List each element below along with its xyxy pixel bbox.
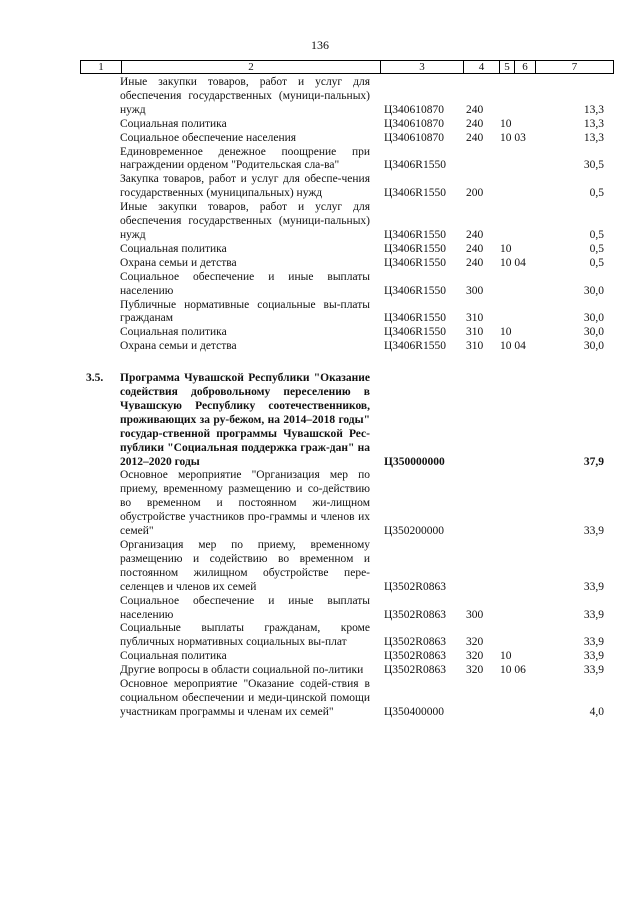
header-col-2: 2	[122, 61, 381, 74]
row-code: Ц340610870	[384, 131, 445, 144]
row-section: 10 03	[500, 131, 526, 144]
row-name: Единовременное денежное поощрение при награждении орденом "Родительская сла-ва"	[120, 145, 370, 172]
row-sum: 13,3	[583, 117, 604, 130]
table-row	[80, 340, 614, 354]
row-name: Охрана семьи и детства	[120, 340, 237, 353]
row-code: Ц350200000	[384, 525, 445, 538]
table-row	[80, 664, 614, 678]
table-row	[80, 650, 614, 664]
row-name: Программа Чувашской Республики "Оказание содействия добровольному переселению в Чувашскую Республику соотечественников, проживающих за ру-бежом, на 2014–2018 годы" государ-ственной программы Чувашской Рес-публики "Социальная поддержка граж-дан" на 2012–2020 годы	[120, 372, 370, 468]
row-sum: 33,9	[583, 650, 604, 663]
header-col-1: 1	[81, 61, 122, 74]
row-name: Социальное обеспечение и иные выплаты населению	[120, 594, 370, 621]
table-row	[80, 173, 614, 201]
row-code: Ц350000000	[384, 455, 445, 468]
table-row	[80, 243, 614, 257]
row-sum: 30,0	[583, 284, 604, 297]
row-sum: 33,9	[583, 608, 604, 621]
row-expense-type: 240	[466, 131, 484, 144]
row-expense-type: 240	[466, 256, 484, 269]
header-col-5: 5	[500, 61, 515, 74]
table-row	[80, 201, 614, 243]
row-sum: 33,9	[583, 580, 604, 593]
row-name: Социальное обеспечение и иные выплаты населению	[120, 270, 370, 297]
table-row	[80, 372, 614, 469]
row-sum: 30,0	[583, 340, 604, 353]
row-code: Ц3406R1550	[384, 326, 446, 339]
row-code: Ц3502R0863	[384, 664, 446, 677]
row-expense-type: 310	[466, 326, 484, 339]
table-row	[80, 622, 614, 650]
row-name: Иные закупки товаров, работ и услуг для обеспечения государственных (муници-пальных) нужд	[120, 76, 370, 116]
row-code: Ц340610870	[384, 103, 445, 116]
row-sum: 30,0	[583, 326, 604, 339]
row-name: Организация мер по приему, временному размещению и содействию во временном и постоянном жилищном обустройстве пере-селенцев и членов их семей	[120, 539, 370, 593]
row-sum: 33,9	[583, 636, 604, 649]
row-expense-type: 310	[466, 340, 484, 353]
row-code: Ц3406R1550	[384, 187, 446, 200]
row-sum: 30,5	[583, 159, 604, 172]
row-name: Охрана семьи и детства	[120, 256, 237, 269]
row-code: Ц340610870	[384, 117, 445, 130]
row-number: 3.5.	[86, 372, 104, 385]
row-sum: 0,5	[589, 228, 604, 241]
row-code: Ц3406R1550	[384, 159, 446, 172]
row-expense-type: 320	[466, 664, 484, 677]
row-name: Социальная политика	[120, 326, 227, 339]
row-name: Социальное обеспечение населения	[120, 131, 297, 144]
row-section: 10 04	[500, 256, 526, 269]
row-sum: 13,3	[583, 131, 604, 144]
row-name: Закупка товаров, работ и услуг для обеспе-чения государственных (муниципальных) нужд	[120, 173, 370, 200]
row-sum: 33,9	[583, 525, 604, 538]
table-header	[80, 60, 614, 74]
row-sum: 0,5	[589, 242, 604, 255]
row-expense-type: 300	[466, 608, 484, 621]
row-section: 10 06	[500, 664, 526, 677]
row-expense-type: 300	[466, 284, 484, 297]
row-section: 10	[500, 650, 512, 663]
row-expense-type: 320	[466, 636, 484, 649]
row-sum: 0,5	[589, 187, 604, 200]
header-col-7: 7	[536, 61, 614, 74]
row-expense-type: 240	[466, 242, 484, 255]
section-gap	[80, 354, 614, 372]
row-expense-type: 320	[466, 650, 484, 663]
table-row	[80, 299, 614, 327]
row-section: 10	[500, 117, 512, 130]
row-sum: 30,0	[583, 312, 604, 325]
row-code: Ц3406R1550	[384, 242, 446, 255]
row-code: Ц350400000	[384, 705, 445, 718]
row-code: Ц3502R0863	[384, 580, 446, 593]
row-expense-type: 240	[466, 117, 484, 130]
page-number: 136	[311, 38, 329, 52]
row-sum: 37,9	[583, 455, 604, 468]
row-name: Основное мероприятие "Оказание содей-ствия в социальном обеспечении и меди-цинской помощи участникам программы и членам их семей"	[120, 678, 370, 718]
row-name: Основное мероприятие "Организация мер по приему, временному размещению и со-действию во временном и постоянном жи-лищном обустройстве участников про-граммы и членов их семей"	[120, 469, 370, 538]
table-row	[80, 326, 614, 340]
row-section: 10	[500, 326, 512, 339]
table-row	[80, 257, 614, 271]
table-body	[80, 76, 614, 720]
table-row	[80, 146, 614, 174]
row-sum: 13,3	[583, 103, 604, 116]
row-name: Социальная политика	[120, 117, 227, 130]
row-expense-type: 240	[466, 228, 484, 241]
row-code: Ц3406R1550	[384, 228, 446, 241]
table-row	[80, 469, 614, 539]
row-code: Ц3406R1550	[384, 312, 446, 325]
header-col-4: 4	[464, 61, 500, 74]
row-expense-type: 200	[466, 187, 484, 200]
table-row	[80, 132, 614, 146]
table-row	[80, 539, 614, 595]
row-code: Ц3502R0863	[384, 650, 446, 663]
row-name: Социальные выплаты гражданам, кроме публичных нормативных социальных вы-плат	[120, 622, 370, 649]
table-row	[80, 595, 614, 623]
row-name: Социальная политика	[120, 650, 227, 663]
row-code: Ц3502R0863	[384, 636, 446, 649]
row-name: Иные закупки товаров, работ и услуг для обеспечения государственных (муници-пальных) нужд	[120, 201, 370, 241]
table-row	[80, 118, 614, 132]
row-code: Ц3406R1550	[384, 340, 446, 353]
row-name: Социальная политика	[120, 242, 227, 255]
row-code: Ц3502R0863	[384, 608, 446, 621]
table-row	[80, 76, 614, 118]
row-expense-type: 310	[466, 312, 484, 325]
row-section: 10	[500, 242, 512, 255]
table-row	[80, 678, 614, 720]
row-sum: 33,9	[583, 664, 604, 677]
table-row	[80, 271, 614, 299]
row-sum: 4,0	[589, 705, 604, 718]
row-code: Ц3406R1550	[384, 284, 446, 297]
row-name: Другие вопросы в области социальной по-литики	[120, 664, 364, 677]
row-code: Ц3406R1550	[384, 256, 446, 269]
header-col-6: 6	[515, 61, 536, 74]
row-section: 10 04	[500, 340, 526, 353]
header-col-3: 3	[381, 61, 464, 74]
row-name: Публичные нормативные социальные вы-платы гражданам	[120, 298, 370, 325]
row-expense-type: 240	[466, 103, 484, 116]
row-sum: 0,5	[589, 256, 604, 269]
